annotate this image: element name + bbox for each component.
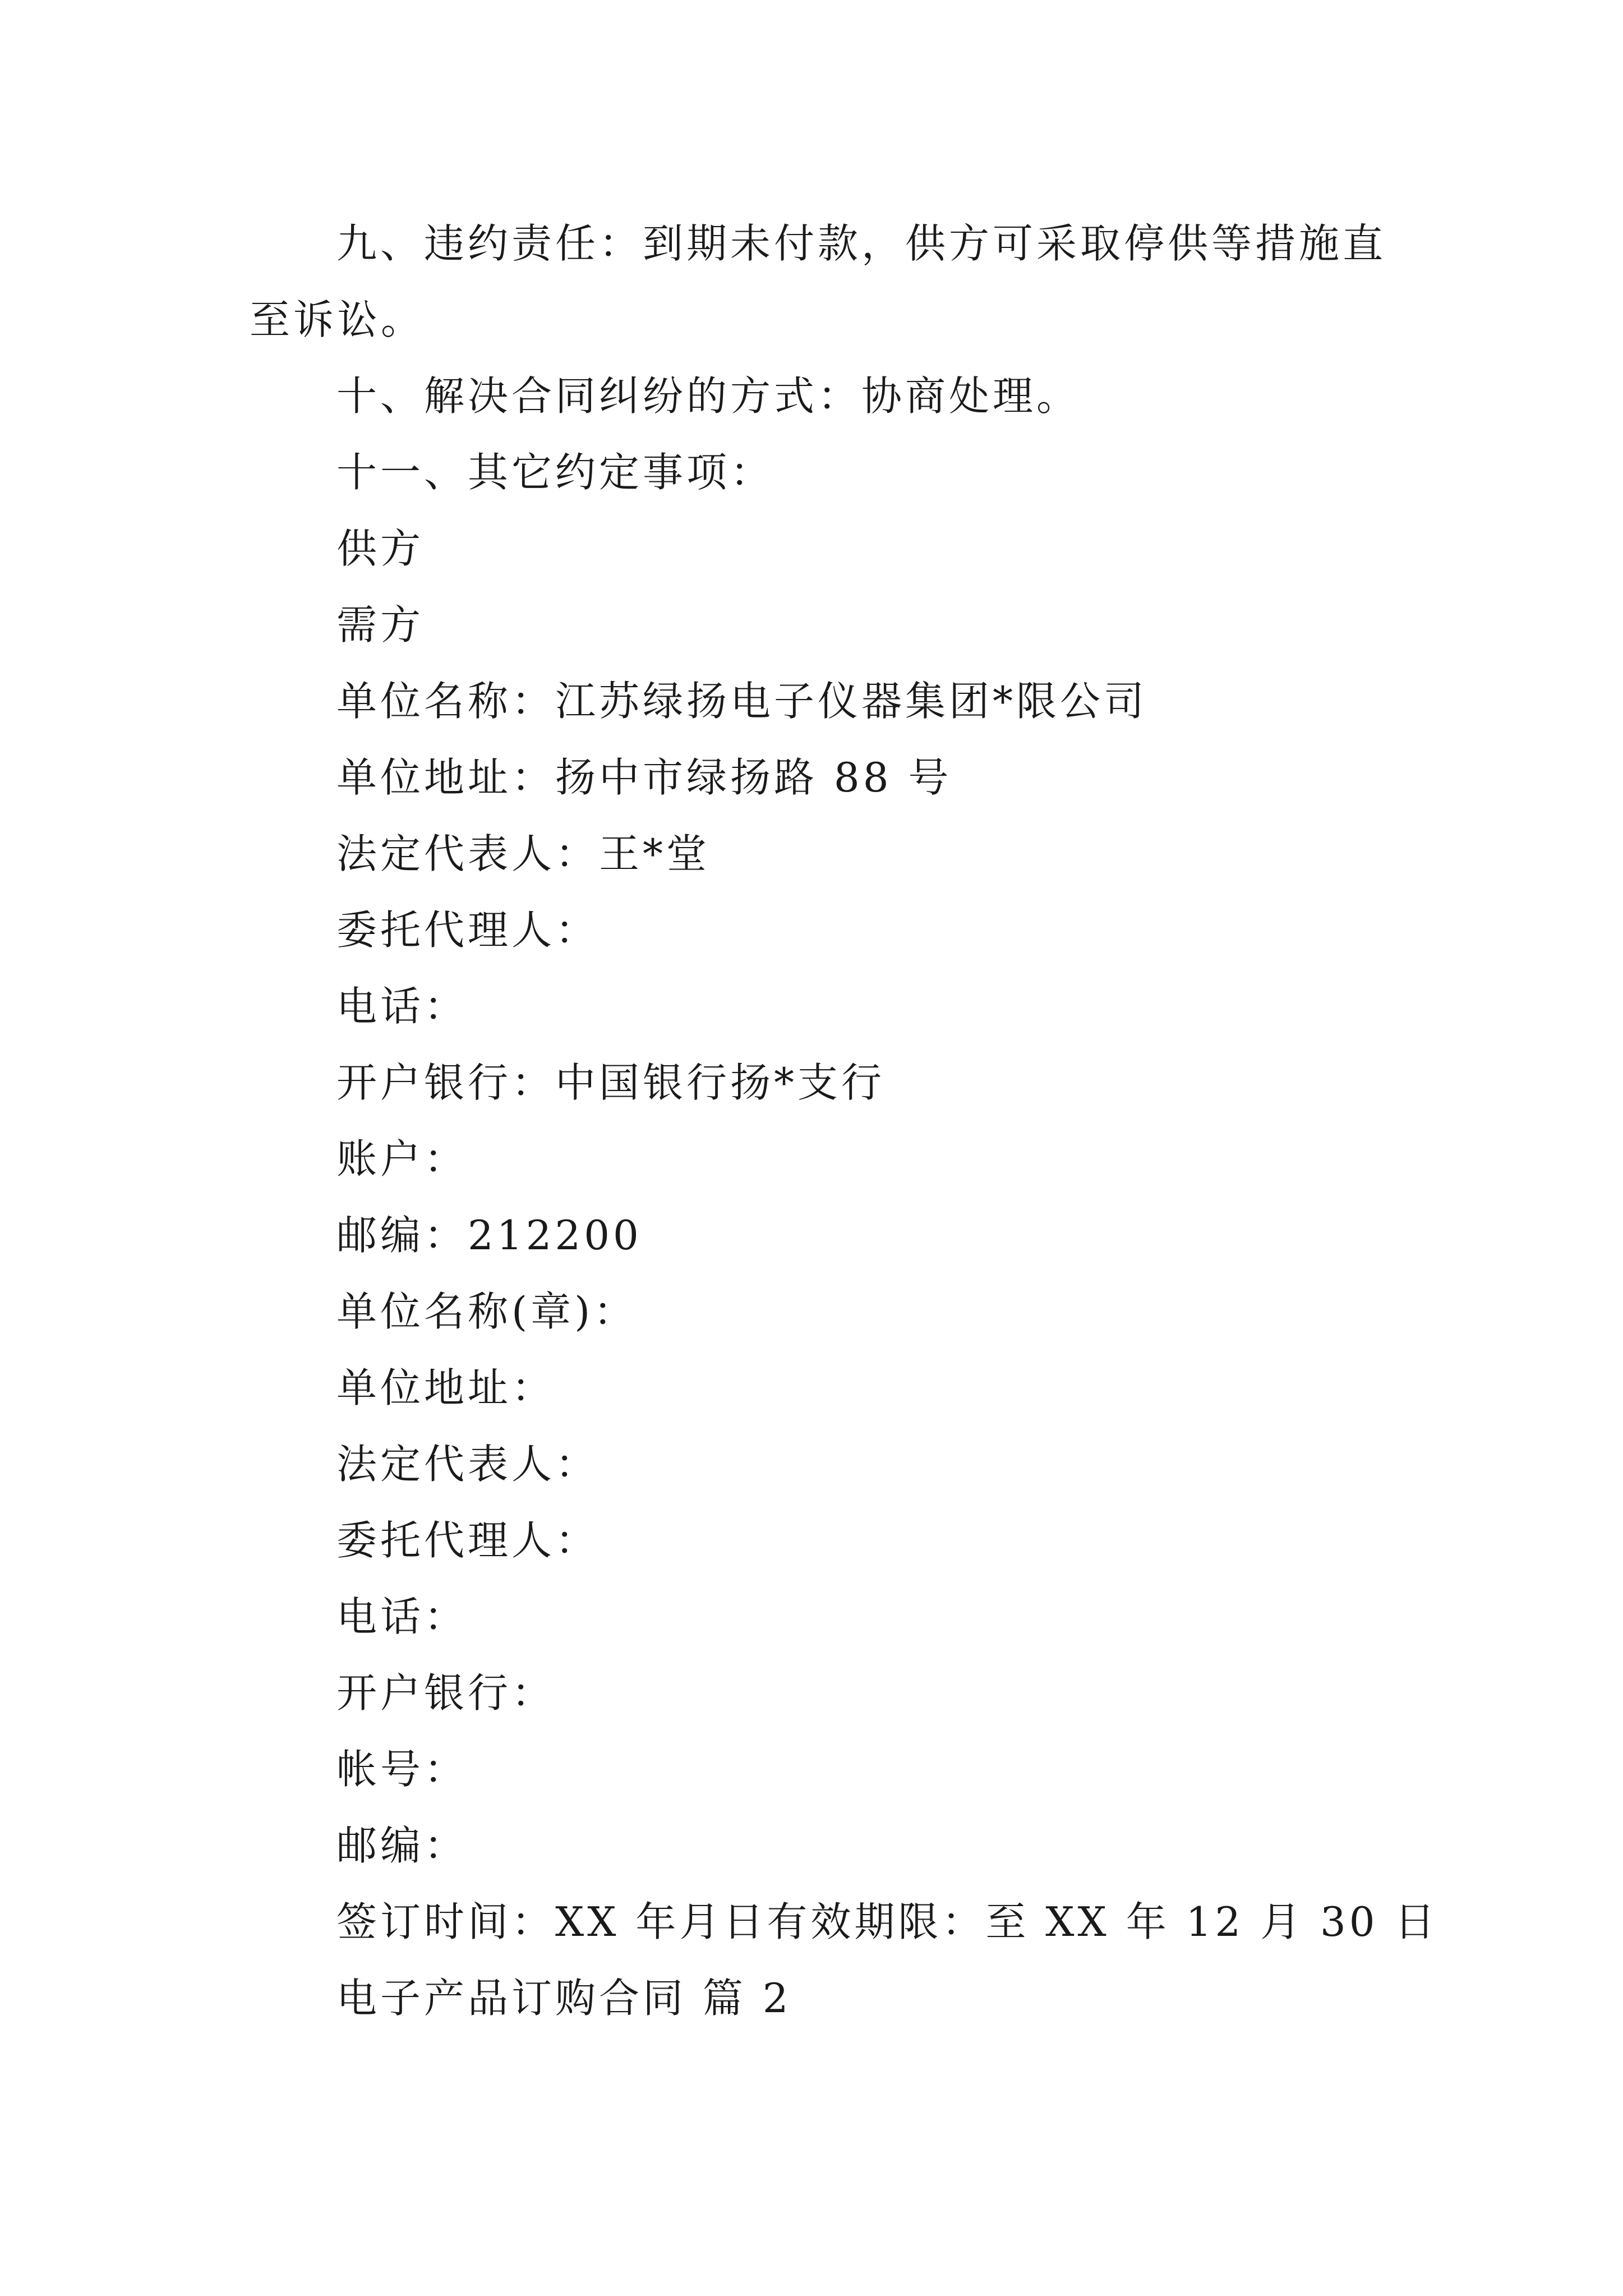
supplier-unit-address: 单位地址：扬中市绿扬路 88 号 bbox=[336, 754, 952, 801]
buyer-unit-name: 单位名称(章)： bbox=[336, 1288, 638, 1335]
supplier-phone: 电话： bbox=[336, 983, 468, 1030]
clause-9-breach: 九、违约责任：到期未付款，供方可采取停供等措施直 bbox=[336, 220, 1387, 267]
next-section-title: 电子产品订购合同 篇 2 bbox=[336, 1975, 792, 2022]
supplier-label: 供方 bbox=[336, 525, 425, 572]
supplier-unit-name: 单位名称：江苏绿扬电子仪器集团*限公司 bbox=[336, 678, 1148, 725]
buyer-postcode: 邮编： bbox=[336, 1822, 468, 1869]
supplier-bank: 开户银行：中国银行扬*支行 bbox=[336, 1059, 886, 1106]
signing-and-validity: 签订时间：XX 年月日有效期限：至 XX 年 12 月 30 日 bbox=[336, 1898, 1438, 1945]
buyer-bank: 开户银行： bbox=[336, 1669, 556, 1717]
clause-11-other: 十一、其它约定事项： bbox=[336, 449, 774, 496]
clause-9-continuation: 至诉讼。 bbox=[250, 296, 425, 343]
buyer-agent: 委托代理人： bbox=[336, 1517, 600, 1564]
supplier-agent: 委托代理人： bbox=[336, 907, 600, 954]
supplier-account: 账户： bbox=[336, 1135, 468, 1182]
supplier-postcode: 邮编：212200 bbox=[336, 1212, 642, 1259]
supplier-legal-rep: 法定代表人：王*堂 bbox=[336, 830, 711, 877]
buyer-phone: 电话： bbox=[336, 1593, 468, 1640]
buyer-legal-rep: 法定代表人： bbox=[336, 1441, 600, 1488]
clause-10-dispute: 十、解决合同纠纷的方式：协商处理。 bbox=[336, 372, 1081, 420]
buyer-unit-address: 单位地址： bbox=[336, 1364, 556, 1411]
buyer-account: 帐号： bbox=[336, 1746, 468, 1793]
buyer-label: 需方 bbox=[336, 601, 425, 648]
